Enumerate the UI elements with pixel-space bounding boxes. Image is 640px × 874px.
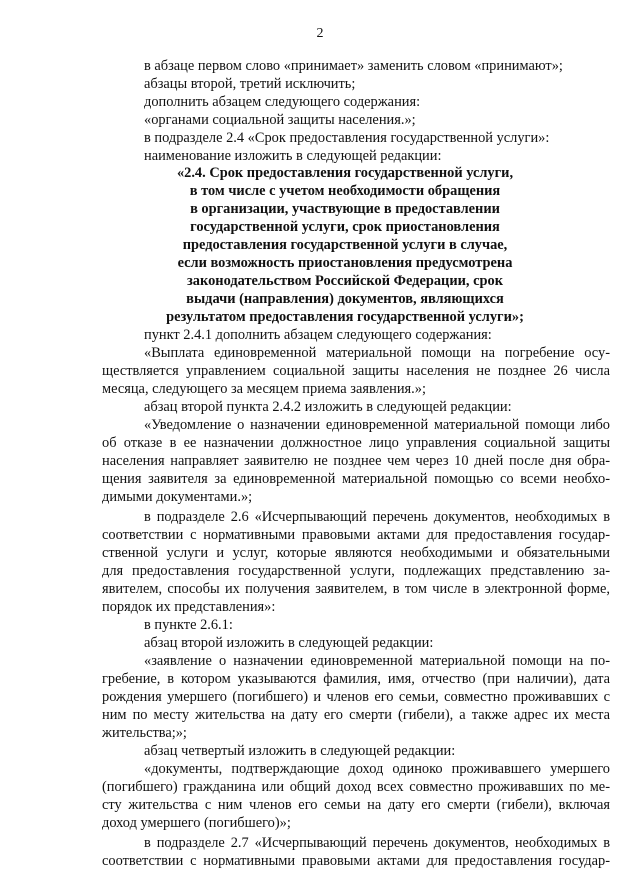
paragraph-line: в подразделе 2.6 «Исчерпывающий перечень документов, необходимых в [144,509,610,525]
text-line: пункт 2.4.1 дополнить абзацем следующего содержания: [144,327,492,343]
section-heading-line: результатом предоставления государственной услуги»; [166,309,524,325]
section-heading-line: если возможность приостановления предусмотрена [177,255,513,271]
paragraph-line: ним по месту жительства на дату его смерти (гибели), а также адрес их места [102,707,610,723]
paragraph-line: рождения умершего (погибшего) и членов его семьи, совместно проживавших с [102,689,610,705]
paragraph-line: для предоставления государственной услуги, подлежащих представлению за- [102,563,610,579]
text-line: «органами социальной защиты населения.»; [144,112,416,128]
paragraph-line: соответствии с нормативными правовыми актами для предоставления государ- [102,527,610,543]
paragraph-line: щения заявителя за единовременной материальной помощью со всеми необхо- [102,471,610,487]
paragraph-line: об отказе в ее назначении должностное лицо управления социальной защиты [102,435,610,451]
paragraph-line: сту жительства с ним членов его семьи на дату его смерти (гибели), включая [102,797,610,813]
section-heading-line: «2.4. Срок предоставления государственной услуги, [176,165,514,181]
text-line: в пункте 2.6.1: [144,617,233,633]
section-heading-line: в том числе с учетом необходимости обращения [189,183,501,199]
text-line: абзац четвертый изложить в следующей редакции: [144,743,456,759]
paragraph-line: в подразделе 2.7 «Исчерпывающий перечень документов, необходимых в [144,835,610,851]
paragraph-line: «документы, подтверждающие доход одиноко проживавшего умершего [144,761,610,777]
paragraph-line: порядок их представления»: [102,599,276,615]
paragraph-line: явителем, способы их получения заявителем, в том числе в электронной форме, [102,581,610,597]
text-line: абзац второй изложить в следующей редакции: [144,635,434,651]
paragraph-line: жительства;»; [102,725,187,741]
section-heading-line: государственной услуги, срок приостановления [190,219,500,235]
paragraph-line: «Уведомление о назначении единовременной материальной помощи либо [144,417,610,433]
text-line: в абзаце первом слово «принимает» заменить словом «принимают»; [144,58,563,74]
text-line: в подразделе 2.4 «Срок предоставления государственной услуги»: [144,130,550,146]
paragraph-line: ществляется управлением социальной защиты населения не позднее 26 числа [102,363,610,379]
paragraph-line: «Выплата единовременной материальной помощи на погребение осу- [144,345,610,361]
paragraph-line: населения направляет заявителю не позднее чем через 10 дней после дня обра- [102,453,610,469]
paragraph-line: димыми документами.»; [102,489,253,505]
paragraph-line: «заявление о назначении единовременной материальной помощи на по- [144,653,610,669]
section-heading-line: предоставления государственной услуги в случае, [182,237,508,253]
text-line: абзацы второй, третий исключить; [144,76,356,92]
page-number: 2 [316,26,324,41]
paragraph-line: месяца, следующего за месяцем приема заявления.»; [102,381,426,397]
paragraph-line: (погибшего) гражданина или общий доход всех совместно проживавших по ме- [102,779,610,795]
paragraph-line: гребение, в котором указываются фамилия, имя, отчество (при наличии), дата [102,671,610,687]
section-heading-line: выдачи (направления) документов, являющихся [186,291,504,307]
text-line: наименование изложить в следующей редакции: [144,148,442,164]
paragraph-line: соответствии с нормативными правовыми актами для предоставления государ- [102,853,610,869]
text-line: дополнить абзацем следующего содержания: [144,94,421,110]
section-heading-line: законодательством Российской Федерации, срок [187,273,503,289]
paragraph-line: доход умершего (погибшего)»; [102,815,291,831]
section-heading-line: в организации, участвующие в предоставлении [190,201,500,217]
text-line: абзац второй пункта 2.4.2 изложить в следующей редакции: [144,399,512,415]
paragraph-line: ственной услуги и услуг, которые являются необходимыми и обязательными [102,545,610,561]
